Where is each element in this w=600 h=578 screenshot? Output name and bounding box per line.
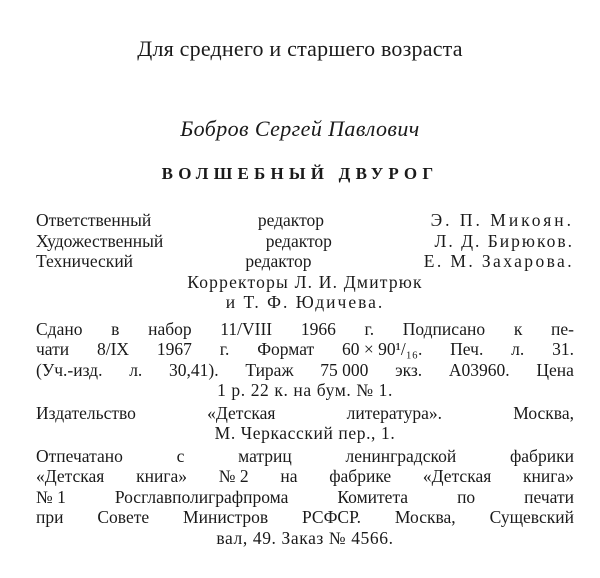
- print-info-line-4: [36, 380, 574, 401]
- printer-line-5: [36, 528, 574, 549]
- word: книга»: [136, 466, 188, 486]
- printer-line-2: [36, 466, 574, 487]
- word: «Детская: [36, 466, 105, 486]
- order-number: вал, 49. Заказ № 4566.: [216, 527, 394, 548]
- word: Совете: [97, 507, 150, 527]
- word: пе-: [551, 318, 574, 339]
- role-word: Ответственный: [36, 210, 152, 230]
- publisher-line-1: [36, 403, 574, 424]
- word: набор: [148, 318, 192, 339]
- word: по: [457, 486, 476, 507]
- word: Подписано: [402, 318, 486, 339]
- audience-note: Для среднего и старшего возраста: [137, 36, 463, 61]
- word: Издательство: [36, 402, 136, 423]
- correctors-line-2: [36, 292, 574, 313]
- printer-line-1: [36, 446, 574, 467]
- role-word: редактор: [265, 230, 332, 251]
- word: г.: [219, 339, 230, 359]
- word: РСФСР.: [301, 507, 362, 527]
- word: Сущевский: [489, 507, 574, 527]
- correctors-line-1: [36, 272, 574, 293]
- word: «Детская: [207, 402, 276, 423]
- word: А03960.: [448, 359, 510, 380]
- word: Москва,: [394, 507, 456, 527]
- word: в: [111, 318, 120, 339]
- word: матриц: [238, 445, 292, 466]
- word: фабрике: [329, 466, 392, 486]
- print-info-line-2: [36, 339, 574, 360]
- book-title: ВОЛШЕБНЫЙ ДВУРОГ: [161, 164, 439, 183]
- print-info-line-1: [36, 319, 574, 340]
- person-name: Е. М. Захарова.: [423, 251, 574, 271]
- word: г.: [364, 318, 375, 339]
- correctors-text: Корректоры Л. И. Дмитрюк: [187, 271, 423, 292]
- art-editor-line: [36, 231, 574, 252]
- word: (Уч.-изд.: [36, 359, 103, 380]
- word: Комитета: [337, 486, 409, 507]
- imprint-block: [36, 210, 574, 548]
- word: 11/VIII: [220, 318, 273, 339]
- word: книга»: [523, 466, 574, 486]
- correctors-text: и Т. Ф. Юдичева.: [225, 292, 385, 312]
- word: 30,41).: [169, 359, 219, 380]
- tech-editor-line: [36, 251, 574, 272]
- word: ленинградской: [345, 445, 457, 466]
- word: л.: [129, 359, 143, 380]
- word: «Детская: [422, 466, 492, 486]
- word: 1967: [156, 339, 192, 359]
- word: Росглавполиграфпрома: [114, 486, 289, 507]
- word: фабрики: [509, 445, 574, 466]
- person-name: Л. Д. Бирюков.: [434, 230, 574, 251]
- word: Москва,: [513, 402, 574, 423]
- role-word: Технический: [36, 251, 134, 271]
- word: Формат: [257, 339, 315, 359]
- word: 1966: [300, 318, 336, 339]
- word: при: [36, 507, 64, 527]
- person-name: Э. П. Микоян.: [430, 210, 574, 230]
- word: л.: [511, 339, 525, 359]
- publisher-address: М. Черкасский пер., 1.: [214, 423, 396, 443]
- word: № 1: [36, 486, 66, 507]
- word: экз.: [395, 359, 423, 380]
- role-word: редактор: [245, 251, 312, 271]
- word: Цена: [536, 359, 574, 380]
- word: чати: [36, 339, 70, 359]
- word: Тираж: [245, 359, 294, 380]
- word: Сдано: [36, 318, 83, 339]
- price-text: 1 р. 22 к. на бум. № 1.: [217, 380, 393, 400]
- role-word: Художественный: [36, 230, 164, 251]
- word: 8/IX: [96, 339, 130, 359]
- word: № 2: [218, 466, 249, 486]
- word: Отпечатано: [36, 445, 123, 466]
- word: с: [176, 445, 185, 466]
- word: на: [280, 466, 298, 486]
- publisher-line-2: [36, 423, 574, 444]
- author-name: Бобров Сергей Павлович: [180, 116, 420, 141]
- printer-line-3: [36, 487, 574, 508]
- word: 31.: [552, 339, 574, 359]
- word: печати: [524, 486, 574, 507]
- word: к: [513, 318, 523, 339]
- role-word: редактор: [257, 210, 324, 230]
- responsible-editor-line: [36, 210, 574, 231]
- word: 60 × 90¹/₁₆.: [342, 339, 423, 359]
- print-info-line-3: [36, 360, 574, 381]
- word: Печ.: [450, 339, 484, 359]
- word: 75 000: [320, 359, 369, 380]
- printer-line-4: [36, 507, 574, 528]
- word: литература».: [346, 402, 443, 423]
- word: Министров: [183, 507, 269, 527]
